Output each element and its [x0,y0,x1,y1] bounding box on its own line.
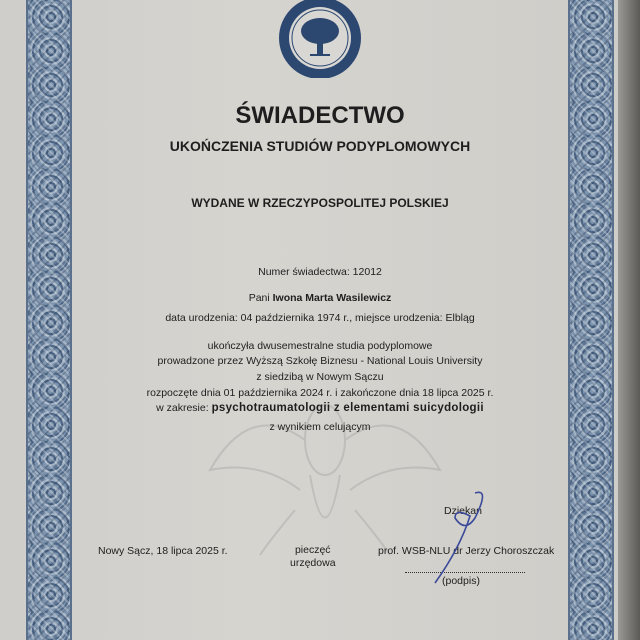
body-line: ukończyła dwusemestralne studia podyplomowe [207,340,433,352]
scope: w zakresie: psychotraumatologii z elementami suicydologii [156,402,484,414]
body-line: prowadzone przez Wyższą Szkołę Biznesu - National Louis University [157,355,483,367]
birth-info: data urodzenia: 04 października 1974 r., miejsce urodzenia: Elbląg [165,312,475,324]
recipient: Pani Iwona Marta Wasilewicz [248,292,392,304]
handwritten-signature [415,488,490,588]
body-line: rozpoczęte dnia 01 października 2024 r. i zakończone dnia 18 lipca 2025 r. [146,387,494,399]
official-stamp-label: pieczęć urzędowa [290,544,336,569]
certificate-number: Numer świadectwa: 12012 [258,266,382,278]
issued-in: WYDANE W RZECZYPOSPOLITEJ POLSKIEJ [191,196,449,210]
dean-name: prof. WSB-NLU dr Jerzy Choroszczak [378,545,555,557]
place-date: Nowy Sącz, 18 lipca 2025 r. [98,545,228,557]
university-seal-logo [277,0,363,78]
certificate-subtitle: UKOŃCZENIA STUDIÓW PODYPLOMOWYCH [169,138,471,154]
dean-label: Dziekan [444,505,482,517]
body-line: z siedzibą w Nowym Sączu [256,371,384,383]
result: z wynikiem celującym [269,421,371,433]
certificate-title: ŚWIADECTWO [235,102,405,129]
signature-label: (podpis) [442,575,480,587]
